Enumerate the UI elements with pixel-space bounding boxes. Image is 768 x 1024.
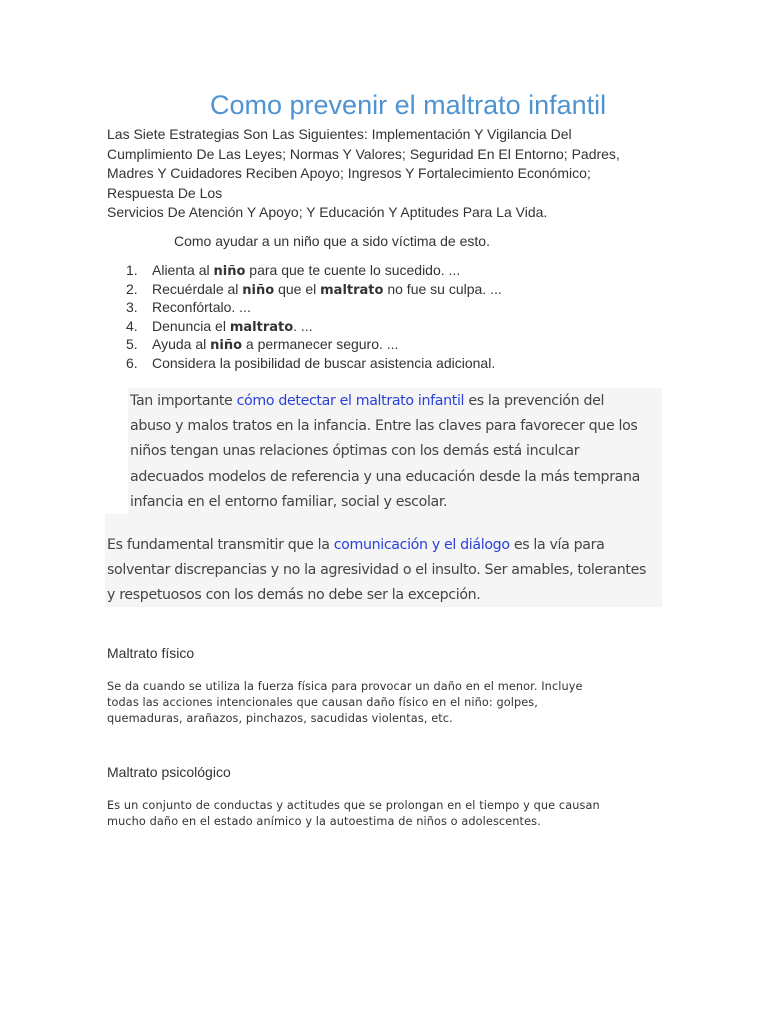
help-steps-list [126, 262, 666, 374]
intro-line: Servicios De Atención Y Apoyo; Y Educación Y Aptitudes Para La Vida. [107, 204, 548, 220]
intro-line: Cumplimiento De Las Leyes; Normas Y Valores; Seguridad En El Entorno; Padres, [107, 145, 620, 162]
communication-link[interactable]: comunicación y el diálogo [333, 537, 510, 553]
help-subheading: Como ayudar a un niño que a sido víctima de esto. [174, 233, 490, 249]
intro-line: Las Siete Estrategias Son Las Siguientes: Implementación Y Vigilancia Del [107, 126, 572, 142]
list-item: 6. Considera la posibilidad de buscar asistencia adicional. [126, 354, 496, 371]
paragraph-line: infancia en el entorno familiar, social y escolar. [130, 493, 448, 510]
paragraph-line: y respetuosos con los demás no debe ser la excepción. [107, 587, 481, 604]
list-item: 3. Reconfórtalo. ... [126, 299, 251, 316]
paragraph-line: Tan importante cómo detectar el maltrato infantil es la prevención del [130, 393, 605, 409]
list-item: 2. Recuérdale al niño que el maltrato no fue su culpa. ... [126, 280, 502, 298]
paragraph-line: Es un conjunto de conductas y actitudes que se prolongan en el tiempo y que causan [107, 799, 600, 812]
paragraph-line: solventar discrepancias y no la agresividad o el insulto. Ser amables, tolerantes [107, 562, 646, 579]
paragraph-line: mucho daño en el estado anímico y la autoestima de niños o adolescentes. [107, 815, 541, 828]
intro-paragraph [107, 125, 667, 223]
paragraph-line: abuso y malos tratos en la infancia. Entre las claves para favorecer que los [130, 418, 638, 435]
physical-abuse-text [107, 679, 667, 727]
detect-abuse-link[interactable]: cómo detectar el maltrato infantil [236, 393, 465, 409]
intro-line: Respuesta De Los [107, 184, 223, 201]
paragraph-line: quemaduras, arañazos, pinchazos, sacudidas violentas, etc. [107, 712, 453, 725]
physical-abuse-heading: Maltrato físico [107, 645, 195, 661]
paragraph-line: Es fundamental transmitir que la comunicación y el diálogo es la vía para [107, 537, 605, 553]
paragraph-line: adecuados modelos de referencia y una educación desde la más temprana [130, 468, 641, 485]
psychological-abuse-heading: Maltrato psicológico [107, 764, 231, 780]
paragraph-line: Se da cuando se utiliza la fuerza física para provocar un daño en el menor. Incluye [107, 680, 583, 693]
page-title: Como prevenir el maltrato infantil [210, 90, 607, 120]
intro-line: Madres Y Cuidadores Reciben Apoyo; Ingresos Y Fortalecimiento Económico; [107, 165, 591, 181]
paragraph-line: todas las acciones intencionales que causan daño físico en el niño: golpes, [107, 696, 538, 709]
list-item: 4. Denuncia el maltrato. ... [126, 317, 313, 335]
paragraph-line: niños tengan unas relaciones óptimas con los demás está inculcar [130, 443, 580, 460]
list-item: 1. Alienta al niño para que te cuente lo sucedido. ... [126, 262, 461, 279]
communication-paragraph [107, 533, 659, 609]
list-item: 5. Ayuda al niño a permanecer seguro. ... [126, 336, 399, 354]
prevention-paragraph [130, 389, 658, 515]
psychological-abuse-text [107, 798, 667, 830]
